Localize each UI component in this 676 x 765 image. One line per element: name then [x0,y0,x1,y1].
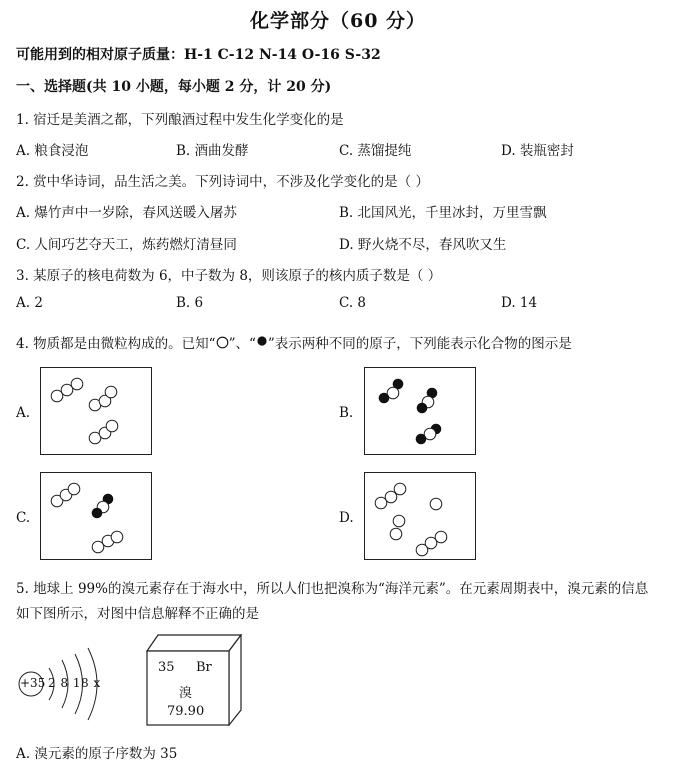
question-4-option-c-label[interactable]: C. [16,510,31,526]
question-3-option-b[interactable]: B. 6 [176,295,204,311]
question-3-option-a[interactable]: A. 2 [16,295,43,311]
question-4-stem [16,332,572,352]
question-2-stem: 2. 赏中华诗词，品生活之美。下列诗词中，不涉及化学变化的是（ ） [16,174,429,190]
question-4-stem-part3: ”表示两种不同的原子，下列能表示化合物的图示是 [267,336,572,352]
element-atomic-number: 35 [158,660,175,675]
question-4-option-a-diagram[interactable] [40,367,152,455]
question-1-option-a[interactable]: A. 粮食浸泡 [16,143,89,159]
element-name: 溴 [179,686,193,701]
atom-electron-shells: 2 8 18 x [48,676,101,690]
question-2-option-a[interactable]: A. 爆竹声中一岁除，春风送暖入屠苏 [16,205,237,221]
atom-nucleus-charge: +35 [20,676,46,690]
atomic-masses-line: 可能用到的相对原子质量：H-1 C-12 N-14 O-16 S-32 [16,47,381,63]
question-3-stem: 3. 某原子的核电荷数为 6，中子数为 8，则该原子的核内质子数是（ ） [16,268,442,284]
question-4-option-b-diagram[interactable] [364,367,476,455]
molecule-diagram-d [365,473,475,559]
question-3-option-c[interactable]: C. 8 [339,295,367,311]
element-atomic-mass: 79.90 [167,704,205,719]
molecule-diagram-a [41,368,151,454]
question-5-stem-line1: 5. 地球上 99%的溴元素存在于海水中，所以人们也把溴称为“海洋元素”。在元素周期表中，溴元素的信息 [16,581,649,597]
question-5-stem-line2: 如下图所示，对图中信息解释不正确的是 [16,606,259,622]
question-4-option-d-diagram[interactable] [364,472,476,560]
black-atom-icon [256,335,268,347]
section-heading: 一、选择题(共 10 小题，每小题 2 分，计 20 分) [16,79,332,95]
question-1-stem: 1. 宿迁是美酒之都，下列酿酒过程中发生化学变化的是 [16,112,344,128]
question-2-option-b[interactable]: B. 北国风光，千里冰封，万里雪飘 [339,205,547,221]
question-4-option-a-label[interactable]: A. [16,405,31,421]
question-4-option-c-diagram[interactable] [40,472,152,560]
molecule-diagram-b [365,368,475,454]
question-1-option-c[interactable]: C. 蒸馏提纯 [339,143,412,159]
question-2-option-c[interactable]: C. 人间巧艺夺天工，炼药燃灯清昼同 [16,237,237,253]
question-3-option-d[interactable]: D. 14 [501,295,538,311]
question-1-option-d[interactable]: D. 装瓶密封 [501,143,574,159]
element-symbol: Br [196,660,212,675]
question-4-option-b-label[interactable]: B. [339,405,354,421]
question-4-stem-part1: 4. 物质都是由微粒构成的。已知“ [16,336,216,352]
white-atom-icon [216,336,229,349]
question-4-stem-part2: ”、“ [228,336,256,352]
question-1-option-b[interactable]: B. 酒曲发酵 [176,143,249,159]
page-title: 化学部分（60 分） [250,10,427,32]
bromine-element-cell [146,634,242,726]
molecule-diagram-c [41,473,151,559]
question-5-option-a[interactable]: A. 溴元素的原子序数为 35 [16,746,178,762]
question-4-option-d-label[interactable]: D. [339,510,354,526]
question-2-option-d[interactable]: D. 野火烧不尽，春风吹又生 [339,237,507,253]
bromine-atom-structure-diagram [12,640,122,730]
